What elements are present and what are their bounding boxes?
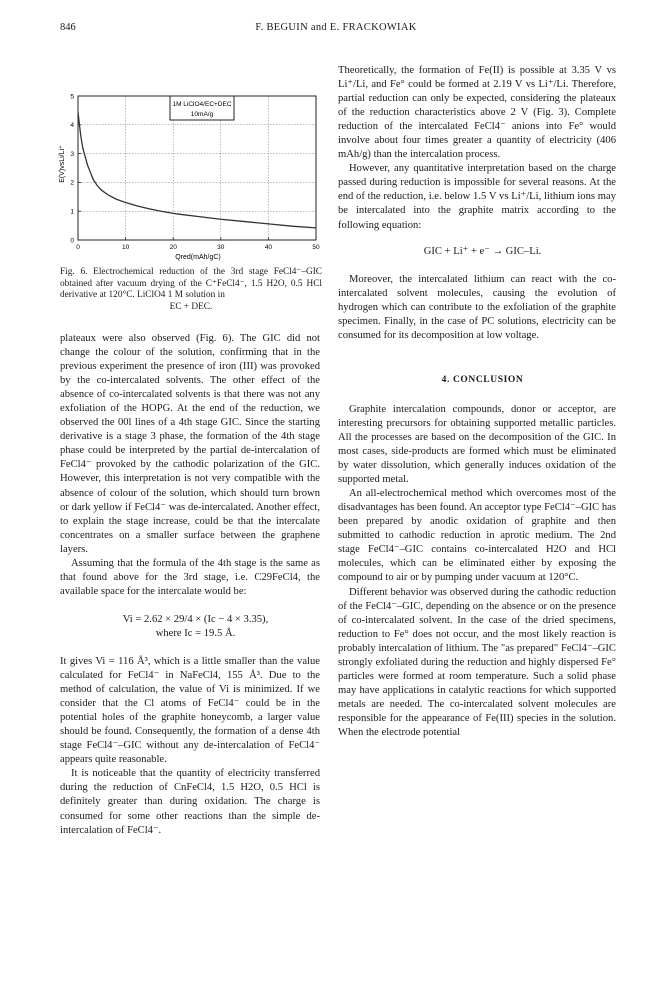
left-column bbox=[60, 332, 320, 838]
running-header bbox=[0, 22, 672, 36]
equation-ic: where Ic = 19.5 Å. bbox=[155, 627, 236, 639]
y-tick-label-5: 5 bbox=[70, 93, 74, 101]
legend-current: 10mA/g bbox=[190, 111, 214, 118]
right-paragraph-6: Different behavior was observed during the cathodic reduction of the FeCl4⁻–GIC, depending on the absence or on the presence of co-intercalated solvent. In the case of the dried specimens, reduction to Fe° does not occur, and the most likely reaction is probably intercalation of lithium. The "as prepared" FeCl4⁻–GIC strongly exfoliated during the reduction and highly dispersed Fe° particles were formed at room temperature. Such a solid phase may have applications in catalytic reactions for which supported metals are needed. The co-intercalated solvent molecules are responsible for the appearance of Fe(III) species in the solution. When the electrode potential bbox=[338, 586, 616, 738]
y-tick-label-4: 4 bbox=[70, 122, 74, 130]
page-number: 846 bbox=[60, 22, 76, 33]
legend-box bbox=[170, 96, 234, 120]
y-tick-label-0: 0 bbox=[70, 237, 74, 245]
x-tick-label-20: 20 bbox=[169, 244, 177, 251]
y-tick-label-1: 1 bbox=[70, 208, 74, 216]
legend-electrolyte: 1M LiClO4/EC+DEC bbox=[172, 101, 232, 108]
left-paragraph-4: It is noticeable that the quantity of electricity transferred during the reduction of CnFeCl4, 1.5 H2O, 0.5 HCl is definitely greater than during oxidation. The charge is consumed for some other reactions than the simple de-intercalation of FeCl4⁻. bbox=[60, 768, 320, 836]
x-tick-label-40: 40 bbox=[264, 244, 273, 251]
right-paragraph-4: Graphite intercalation compounds, donor or acceptor, are interesting precursors for obtaining supported metallic particles. All the processes are based on the decomposition of the GIC. In most cases, side-products are formed which must be eliminated by water dissolution, which generally induces oxidation of the supported metal. bbox=[338, 403, 616, 486]
right-paragraph-2: However, any quantitative interpretation based on the charge passed during reduction is impossible for several reasons. At the end of the reduction, i.e. below 1.5 V vs Li⁺/Li, lithium ions may be intercalated into the graphite matrix according to the following equation: bbox=[338, 163, 616, 231]
left-paragraph-2: Assuming that the formula of the 4th stage is the same as that found above for the 3rd stage, i.e. C29FeCl4, the available space for the intercalate would be: bbox=[60, 557, 320, 597]
running-authors: F. BEGUIN and E. FRACKOWIAK bbox=[255, 22, 417, 33]
caption-line-1: Fig. 6. Electrochemical reduction of the 3rd stage FeCl4⁻–GIC obtained after vacuum drying of the C⁺FeCl4⁻, 1.5 H2O, 0.5 HCl derivative at 120°C. LiClO4 1 M solution in bbox=[60, 267, 322, 301]
discharge-curve bbox=[78, 112, 316, 228]
x-tick-label-30: 30 bbox=[217, 244, 225, 251]
x-axis-label: Qred(mAh/gC) bbox=[175, 254, 221, 261]
left-paragraph-1: plateaux were also observed (Fig. 6). The GIC did not change the colour of the solution, confirming that in the previous experiment the presence of iron (III) was provoked by the co-intercalated solvents. The other effect of the absence of co-intercalated solvents is that there was not any exfoliation of the HOPG. At the end of the reduction, we observed the 00l lines of a 4th stage GIC. Since the starting derivative is a stage 3 phase, the formation of the 4th stage phase could be interpreted by the partial de-intercalation of FeCl4⁻ provoked by the cathodic polarization of the GIC. However, this interpretation is not very compatible with the absence of colour of the solution, which should turn brown or dark yellow if FeCl4⁻ was de-intercalated. Another effect, to explain the stage increase, could be that the intercalate concentrates on a smaller surface between the graphene layers. bbox=[60, 333, 320, 555]
equation-lithium: GIC + Li⁺ + e⁻ → GIC–Li. bbox=[423, 245, 542, 257]
x-tick-label-0: 0 bbox=[76, 244, 80, 251]
x-tick-label-10: 10 bbox=[121, 244, 130, 251]
caption-line-2: EC + DEC. bbox=[169, 301, 213, 312]
y-tick-label-2: 2 bbox=[70, 179, 74, 187]
y-tick-label-3: 3 bbox=[70, 150, 74, 158]
right-paragraph-5: An all-electrochemical method which overcomes most of the disadvantages has been found. An acceptor type FeCl4⁻–GIC has been prepared by anodic oxidation of graphite and then submitted to cathodic reduction in aprotic medium. The 2nd stage FeCl4⁻–GIC contains co-intercalated H2O and HCl molecules, which can be eliminated either by exposing the compound to air or by pumping under vacuum at 120°C. bbox=[338, 488, 616, 584]
figure-6-chart bbox=[52, 90, 322, 262]
right-paragraph-3: Moreover, the intercalated lithium can react with the co-intercalated solvent molecules, causing the evolution of hydrogen which can contribute to the exfoliation of the graphite specimen. Finally, in the case of PC solutions, electricity can be consumed for its decomposition at low voltage. bbox=[338, 273, 616, 341]
equation-vi: Vi = 2.62 × 29/4 × (Ic − 4 × 3.35), bbox=[122, 613, 269, 625]
y-axis-label: E(V)vsLi/Li⁺ bbox=[59, 145, 66, 183]
left-paragraph-3: It gives Vi = 116 Å³, which is a little smaller than the value calculated for FeCl4⁻ in NaFeCl4, 155 Å³. Due to the method of calculation, the value of Vi is minimized. If we consider that the Cl atoms of FeCl4⁻ could be in the potential holes of the graphite honeycomb, a larger value should be found. Consequently, the formation of a dense 4th stage FeCl4⁻–GIC without any de-intercalation of FeCl4⁻ appears quite reasonable. bbox=[60, 655, 320, 766]
right-column bbox=[338, 64, 616, 740]
section-heading-conclusion: 4. CONCLUSION bbox=[441, 374, 524, 385]
figure-caption bbox=[60, 267, 322, 313]
right-paragraph-1: Theoretically, the formation of Fe(II) is possible at 3.35 V vs Li⁺/Li, and Fe° could be formed at 2.19 V vs Li⁺/Li. Therefore, partial reduction can only be expected, considering the plateaux of the reduction characteristics above 2 V (Fig. 3). Complete reduction of the intercalated FeCl4⁻ anions into Fe° would involve about four times greater a quantity of electricity (406 mAh/g) than the intercalation process. bbox=[338, 65, 616, 161]
x-tick-label-50: 50 bbox=[312, 244, 320, 251]
